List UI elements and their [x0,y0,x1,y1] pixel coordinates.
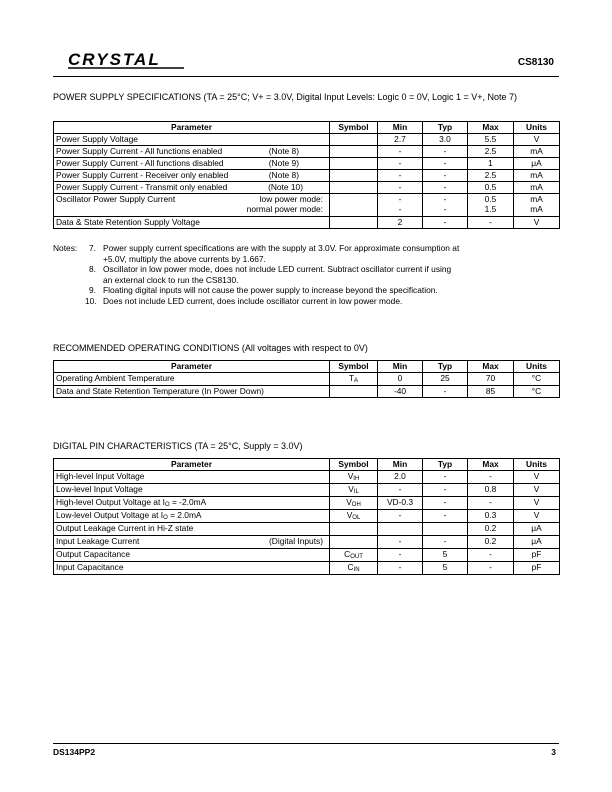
max-cell: 85 [468,386,514,398]
note-ref: (Note 10) [268,182,303,192]
col-header: Min [378,361,423,373]
typ-cell: 3.0 [423,134,468,146]
typ-cell: - - [423,194,468,217]
min-cell: 0 [378,373,423,386]
symbol-cell [330,170,378,182]
min-cell: - [378,510,423,523]
symbol-cell: VIL [330,484,378,497]
col-header: Typ [423,459,468,471]
col-header: Units [514,122,560,134]
symbol-cell [330,134,378,146]
max-cell: 2.5 [468,170,514,182]
min-cell: -40 [378,386,423,398]
max-cell: 5.5 [468,134,514,146]
units-cell: °C [514,386,560,398]
min-cell: - [378,484,423,497]
symbol-cell [330,523,378,536]
max-cell: - [468,217,514,229]
logo-text: CRYSTAL [68,50,161,69]
max-cell: 0.5 [468,182,514,194]
table-row [54,510,560,523]
footer-rule [53,743,559,744]
col-header: Units [514,459,560,471]
typ-cell: - [423,170,468,182]
min-cell: VD-0.3 [378,497,423,510]
param-cell: High-level Output Voltage at IO = -2.0mA [54,497,330,510]
max-cell: 1 [468,158,514,170]
mode-label: normal power mode: [246,204,323,214]
symbol-cell [330,386,378,398]
digital-table [53,458,560,575]
symbol-cell: CIN [330,562,378,575]
note-number: 8. [89,264,96,274]
col-header: Max [468,459,514,471]
table-row [54,549,560,562]
param-cell: Low-level Output Voltage at IO = 2.0mA [54,510,330,523]
symbol-cell: VOH [330,497,378,510]
min-cell: - [378,536,423,549]
symbol-cell [330,194,378,217]
max-cell: - [468,549,514,562]
symbol-cell [330,158,378,170]
note-text: Floating digital inputs will not cause the power supply to increase beyond the specification. [103,285,438,295]
param-cell: Output Capacitance [54,549,330,562]
page-number: 3 [551,747,556,757]
symbol-cell: TA [330,373,378,386]
table-row [54,170,560,182]
note-text: Oscillator in low power mode, does not include LED current. Subtract oscillator current if using [103,264,452,274]
units-cell: V [514,217,560,229]
typ-cell: - [423,510,468,523]
max-cell: 0.2 [468,536,514,549]
max-cell: 2.5 [468,146,514,158]
notes-label: Notes: [53,243,78,253]
min-cell: - [378,158,423,170]
col-header: Symbol [330,459,378,471]
param-label: Power Supply Voltage [56,134,138,144]
table-row [54,146,560,158]
typ-cell: 25 [423,373,468,386]
table-header-row [54,122,560,134]
typ-cell: - [423,497,468,510]
min-cell: - - [378,194,423,217]
min-cell: 2 [378,217,423,229]
table-row [54,562,560,575]
col-header: Symbol [330,361,378,373]
table-row [54,386,560,398]
typ-cell: - [423,386,468,398]
max-cell: 0.2 [468,523,514,536]
min-cell: - [378,170,423,182]
param-cell: Input Leakage Current (Digital Inputs) [54,536,330,549]
part-number: CS8130 [517,57,554,68]
note-ref: (Note 8) [268,146,299,156]
units-cell: mA mA [514,194,560,217]
units-cell: μA [514,536,560,549]
table-header-row [54,361,560,373]
col-header: Units [514,361,560,373]
col-header: Max [468,361,514,373]
note-text: Power supply current specifications are with the supply at 3.0V. For approximate consumption at [103,243,460,253]
min-cell: 2.7 [378,134,423,146]
typ-cell: - [423,182,468,194]
param-cell: High-level Input Voltage [54,471,330,484]
max-cell: 70 [468,373,514,386]
crystal-logo [68,50,184,70]
min-cell [378,523,423,536]
param-label: Power Supply Current - Transmit only enabled [56,182,228,192]
typ-cell: - [423,536,468,549]
units-cell: pF [514,549,560,562]
units-cell: V [514,497,560,510]
units-cell: μA [514,523,560,536]
col-header: Typ [423,361,468,373]
units-cell: V [514,484,560,497]
typ-cell: - [423,471,468,484]
note-number: 10. [85,295,97,306]
typ-cell: 5 [423,562,468,575]
symbol-cell: VIH [330,471,378,484]
col-header: Min [378,459,423,471]
col-header: Max [468,122,514,134]
units-cell: pF [514,562,560,575]
table-row [54,194,560,217]
typ-cell [423,523,468,536]
typ-cell: - [423,484,468,497]
col-header: Typ [423,122,468,134]
table-row [54,536,560,549]
units-cell: V [514,471,560,484]
table-row [54,182,560,194]
table-row [54,217,560,229]
table-row [54,471,560,484]
typ-cell: - [423,146,468,158]
max-cell: 0.8 [468,484,514,497]
col-header: Parameter [54,122,330,134]
max-cell: - [468,562,514,575]
param-cell: Low-level Input Voltage [54,484,330,497]
note-text: +5.0V, multiply the above currents by 1.667. [103,253,266,264]
table-row [54,497,560,510]
param-label: Power Supply Current - All functions enabled [56,146,223,156]
note-ref: (Note 8) [268,170,299,180]
units-cell: mA [514,170,560,182]
mode-label: low power mode: [259,194,323,204]
units-cell: V [514,134,560,146]
symbol-cell [330,536,378,549]
units-cell: V [514,510,560,523]
typ-cell: - [423,217,468,229]
note-number: 9. [89,285,96,295]
col-header: Min [378,122,423,134]
symbol-cell [330,146,378,158]
param-label: Power Supply Current - Receiver only enabled [56,170,229,180]
table-header-row [54,459,560,471]
col-header: Parameter [54,459,330,471]
note-number: 7. [89,243,96,253]
min-cell: - [378,182,423,194]
max-cell: - [468,497,514,510]
max-cell: 0.3 [468,510,514,523]
param-label: Data and State Retention Temperature (In Power Down) [54,386,330,398]
param-label: Power Supply Current - All functions disabled [56,158,224,168]
document-id: DS134PP2 [53,747,96,757]
note-ref: (Note 9) [268,158,299,168]
table-row [54,523,560,536]
operating-table [53,360,560,398]
symbol-cell [330,182,378,194]
table-row [54,158,560,170]
col-header: Parameter [54,361,330,373]
units-cell: mA [514,146,560,158]
units-cell: °C [514,373,560,386]
table-row [54,134,560,146]
symbol-cell [330,217,378,229]
note-text: Does not include LED current, does include oscillator current in low power mode. [103,295,403,306]
param-cell: Output Leakage Current in Hi-Z state [54,523,330,536]
power-supply-title: POWER SUPPLY SPECIFICATIONS (TA = 25°C; V+ = 3.0V, Digital Input Levels: Logic 0 = 0V, Logic 1 = V+, Note 7) [53,92,517,102]
operating-title: RECOMMENDED OPERATING CONDITIONS (All voltages with respect to 0V) [53,343,368,353]
units-cell: mA [514,182,560,194]
symbol-cell: COUT [330,549,378,562]
max-cell: - [468,471,514,484]
power-supply-table [53,121,560,229]
typ-cell: 5 [423,549,468,562]
table-row [54,373,560,386]
param-label: Operating Ambient Temperature [54,373,330,386]
digital-title: DIGITAL PIN CHARACTERISTICS (TA = 25°C, Supply = 3.0V) [53,441,303,451]
units-cell: μA [514,158,560,170]
min-cell: 2.0 [378,471,423,484]
param-cell: Input Capacitance [54,562,330,575]
symbol-cell: VOL [330,510,378,523]
param-label: Oscillator Power Supply Current [56,194,176,204]
table-row [54,484,560,497]
min-cell: - [378,562,423,575]
typ-cell: - [423,158,468,170]
note-text: an external clock to run the CS8130. [103,274,239,285]
header-rule [53,76,559,77]
col-header: Symbol [330,122,378,134]
param-label: Data & State Retention Supply Voltage [56,217,200,227]
min-cell: - [378,549,423,562]
max-cell: 0.5 1.5 [468,194,514,217]
min-cell: - [378,146,423,158]
